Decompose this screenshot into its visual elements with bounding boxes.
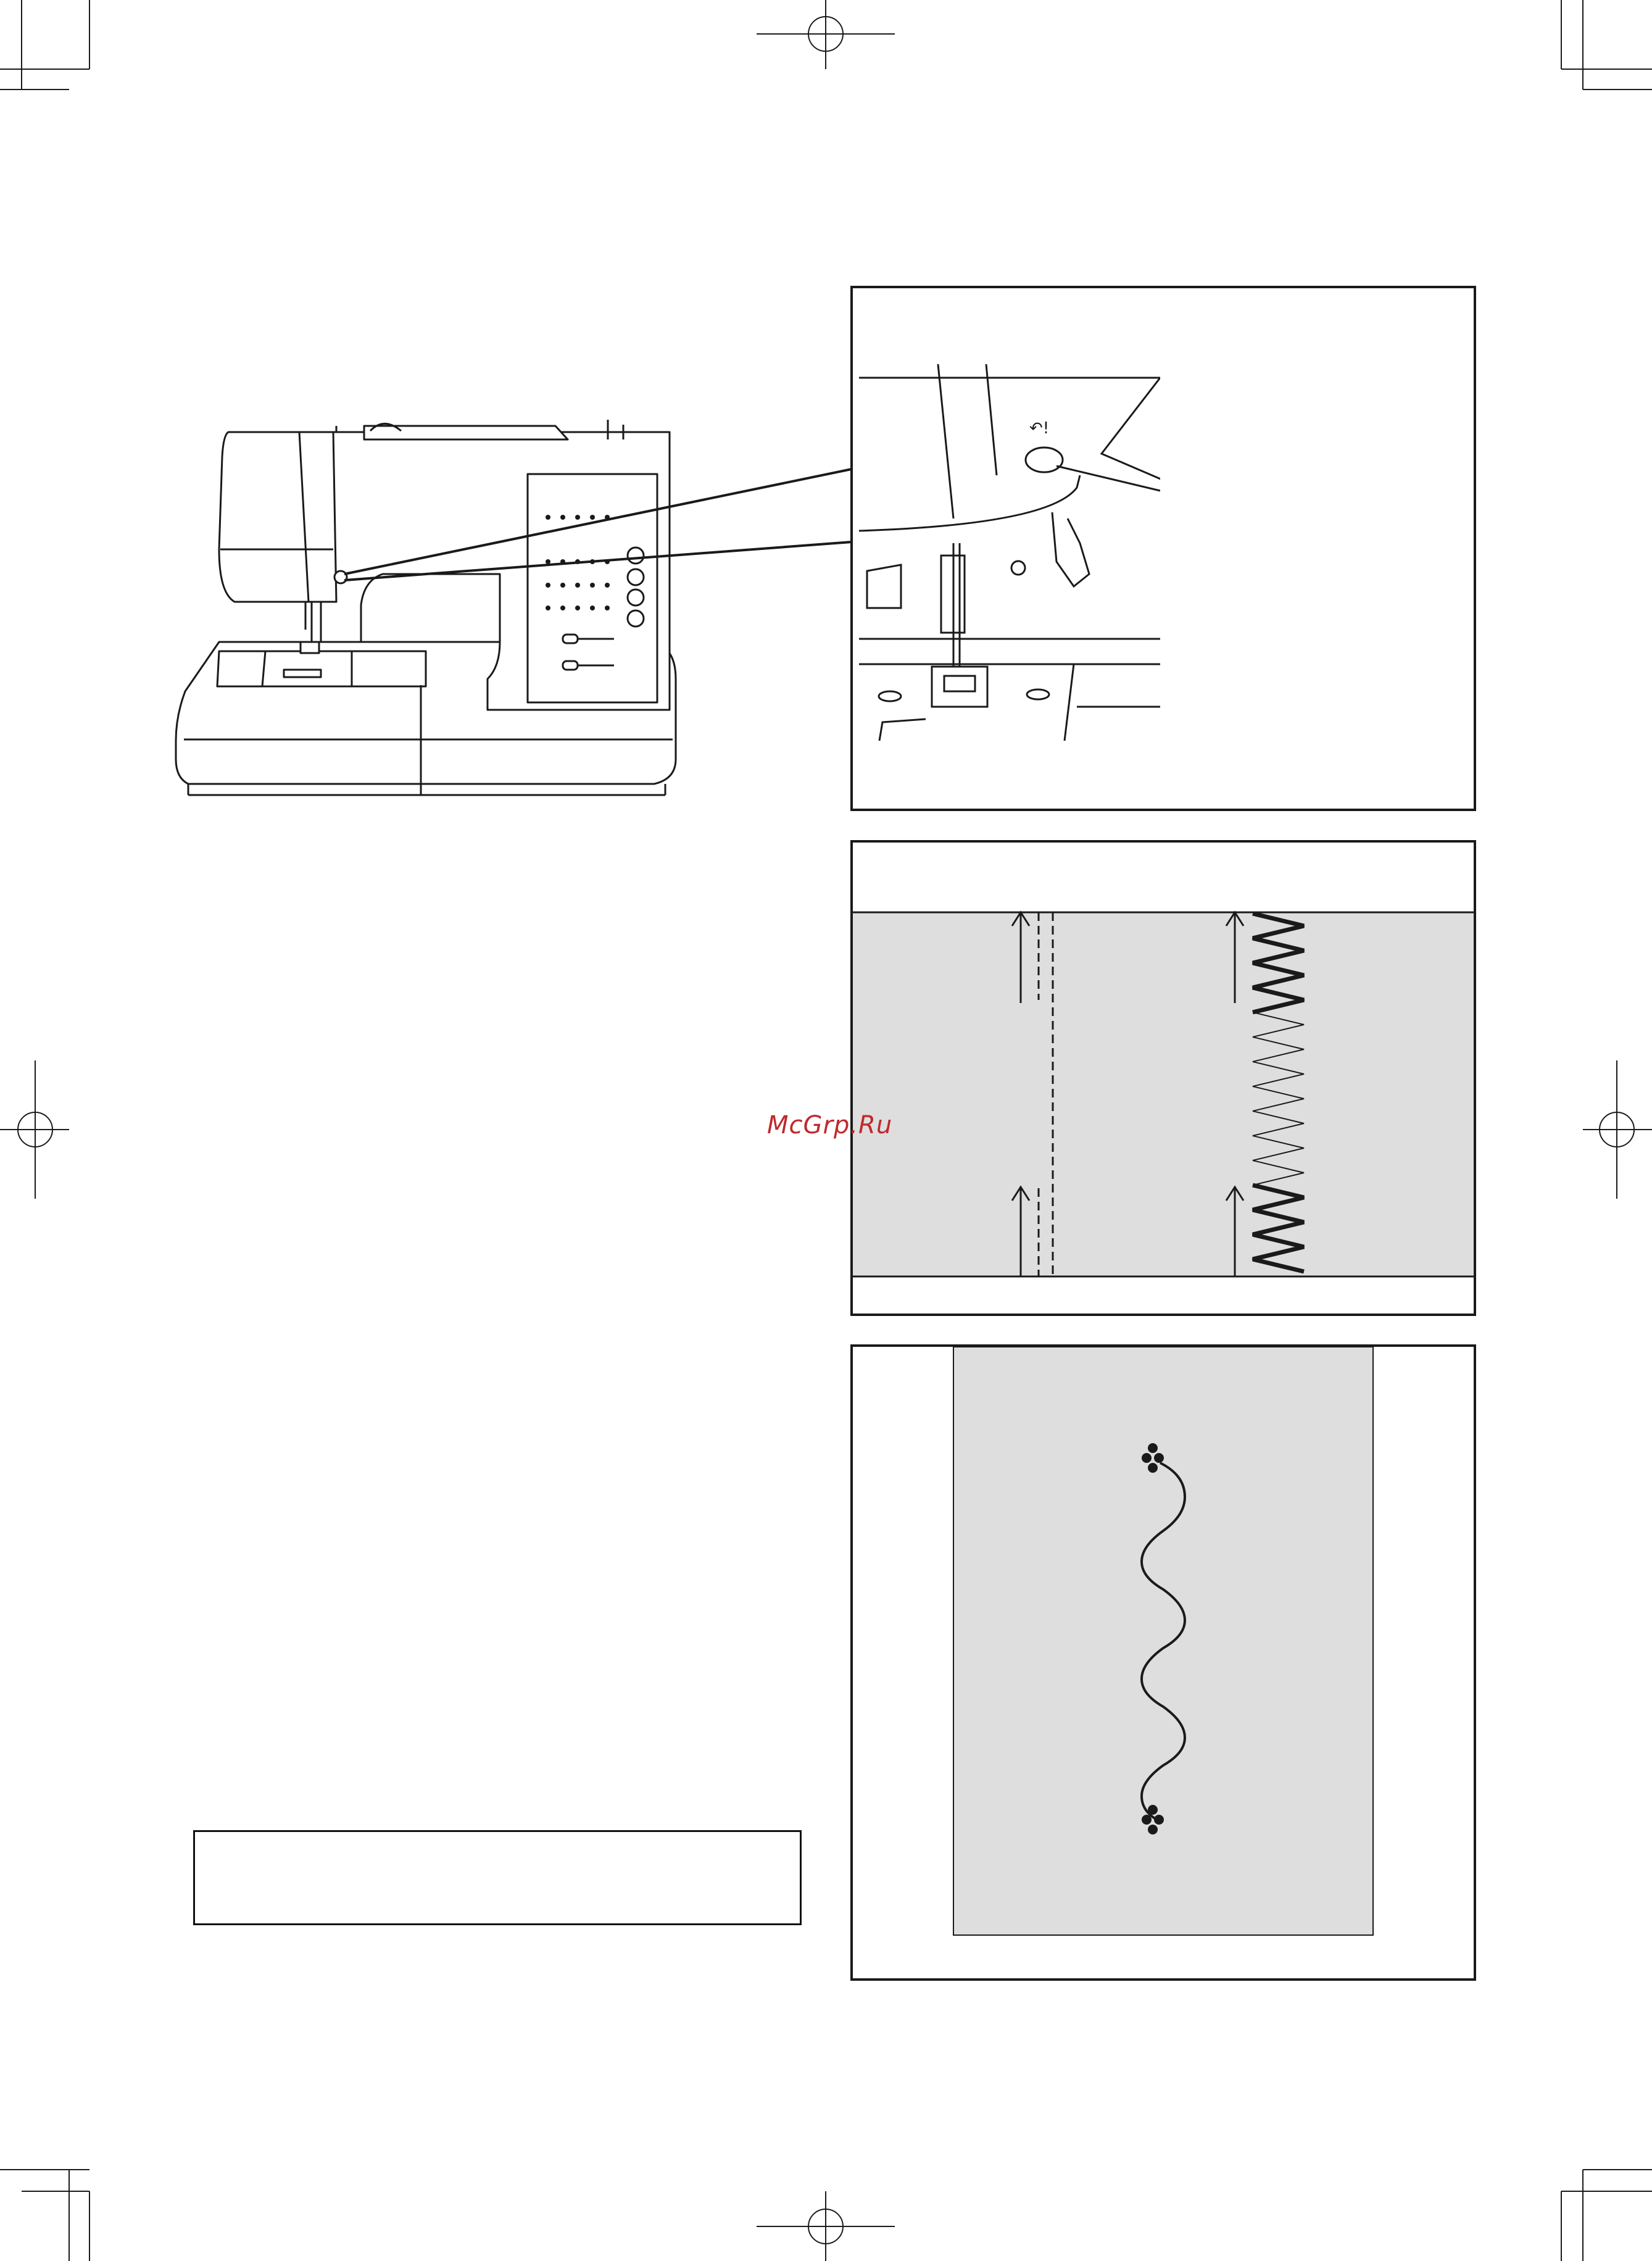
reverse-symbol-label: ↶!	[1029, 419, 1050, 438]
watermark: McGrp.Ru	[767, 1111, 893, 1139]
note-box	[193, 1830, 802, 1925]
